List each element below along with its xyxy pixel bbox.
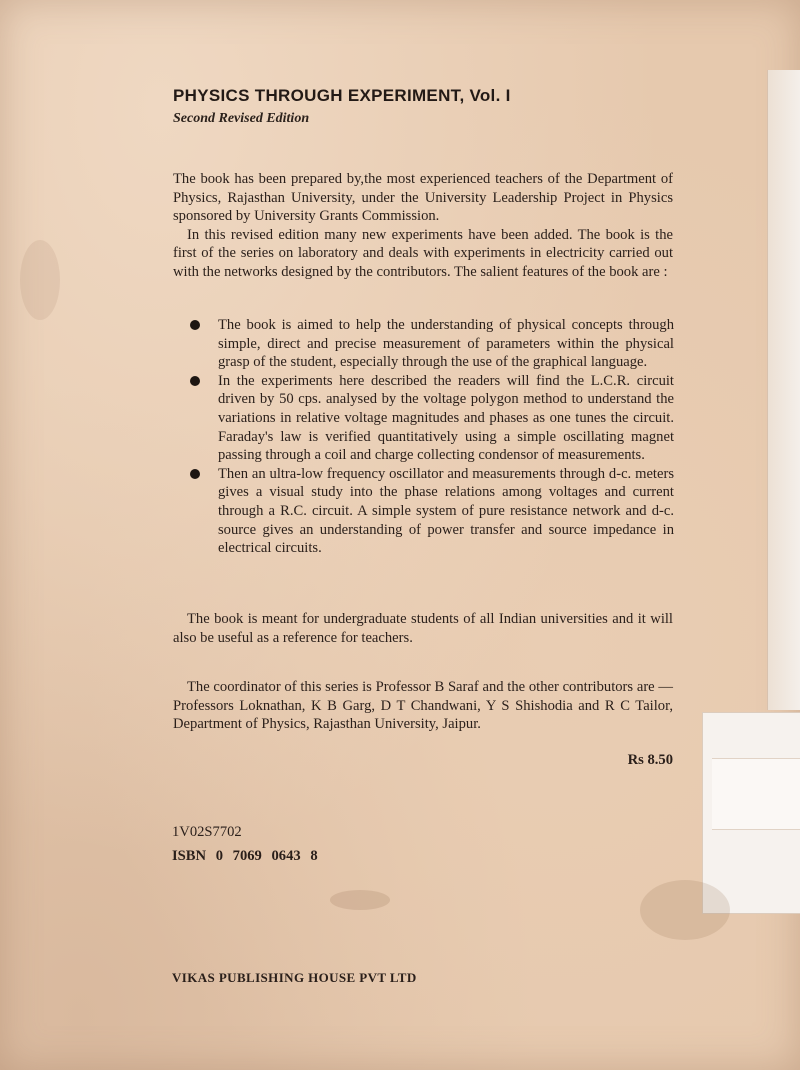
coordinator-paragraph: The coordinator of this series is Professor B Saraf and the other contributors are — Professors Loknathan, K B Garg, D T Chandwani, Y S Shishodia and R C Tailor, Department of Physics, Rajasthan University, Jaipur.: [173, 679, 673, 733]
catalog-code: 1V02S7702: [172, 824, 242, 840]
paper-stain: [640, 880, 730, 940]
paper-stain: [330, 890, 390, 910]
feature-text: Then an ultra-low frequency oscillator and measurements through d-c. meters gives a visual study into the phase relations among voltages and current through a R.C. circuit. A simple system of pure resistance network and d-c. source gives an understanding of power transfer and source impedance in electrical circuits.: [218, 465, 674, 557]
feature-text: The book is aimed to help the understanding of physical concepts through simple, direct and precise measurement of parameters within the physical grasp of the student, especially through the use of the graphical language.: [218, 317, 674, 371]
intro-paragraph: The book has been prepared by,the most experienced teachers of the Department of Physics, Rajasthan University, under the University Leadership Project in Physics sponsored by University Grants Commission.: [173, 171, 673, 225]
edition-label: Second Revised Edition: [173, 111, 310, 126]
feature-item: [190, 465, 674, 558]
bullet-icon: [190, 320, 200, 330]
bullet-icon: [190, 469, 200, 479]
sticker-label-area: [712, 758, 800, 830]
isbn-number: ISBN 0 7069 0643 8: [172, 848, 318, 864]
paper-edge-strip: [767, 70, 800, 710]
book-title: PHYSICS THROUGH EXPERIMENT, Vol. I: [173, 86, 511, 105]
feature-item: [190, 316, 674, 372]
price-label: Rs 8.50: [627, 752, 673, 768]
feature-item: [190, 372, 674, 465]
feature-list: [190, 316, 674, 558]
paper-stain: [20, 240, 60, 320]
bullet-icon: [190, 376, 200, 386]
intro-section: [173, 170, 673, 282]
feature-text: In the experiments here described the readers will find the L.C.R. circuit driven by 50 cps. analysed by the voltage polygon method to understand the variations in relative voltage magnitudes and phases as one tunes the circuit. Faraday's law is verified quantitatively using a simple oscillating magnet passing through a coil and charge collecting condensor of measurements.: [218, 372, 674, 464]
revision-paragraph: In this revised edition many new experiments have been added. The book is the first of the series on laboratory and deals with experiments in electricity carried out with the networks designed by the contributors. The salient features of the book are :: [173, 226, 673, 280]
audience-paragraph: The book is meant for undergraduate students of all Indian universities and it will also be useful as a reference for teachers.: [173, 611, 673, 646]
publisher-name: VIKAS PUBLISHING HOUSE PVT LTD: [172, 970, 417, 985]
